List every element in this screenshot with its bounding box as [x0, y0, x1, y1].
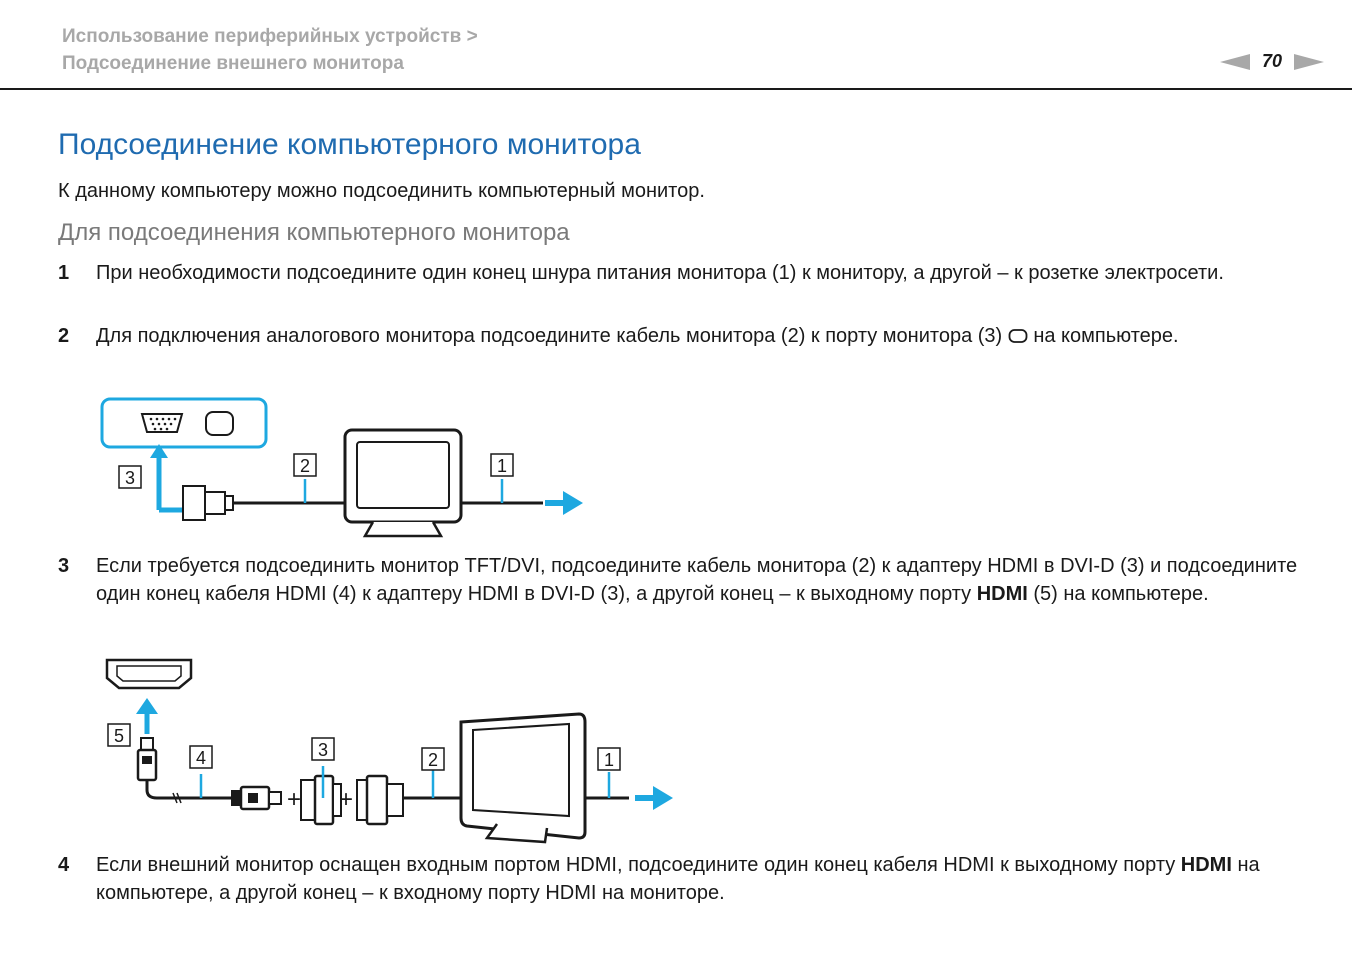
figure2-label-1: 1: [603, 750, 615, 770]
step-1: [58, 260, 1298, 288]
breadcrumb-current[interactable]: Подсоединение внешнего монитора: [62, 53, 404, 74]
intro-text: К данному компьютеру можно подсоединить компьютерный монитор.: [58, 180, 705, 202]
step-4: [58, 852, 1298, 907]
figure2-label-3: 3: [317, 740, 329, 760]
figure2-label-2: 2: [427, 750, 439, 770]
hdmi-dvi-adapter: [301, 780, 315, 820]
triangle-left-icon[interactable]: [1220, 54, 1250, 70]
hdmi-plug: [141, 738, 153, 750]
monitor-port-icon: [1008, 328, 1028, 344]
figure2-label-4: 4: [195, 748, 207, 768]
step-text: Для подключения аналогового монитора подсоедините кабель монитора (2) к порту монитора (3) на компьютере.: [96, 325, 1179, 347]
step-number: 3: [58, 555, 70, 577]
plus-sign: +: [287, 786, 302, 813]
breadcrumb-parent[interactable]: Использование периферийных устройств >: [62, 26, 478, 47]
flat-monitor-illustration: [461, 714, 585, 838]
page-number: 70: [1261, 51, 1282, 71]
figure-hdmi-dvi-connection: [95, 652, 685, 844]
page-title: Подсоединение компьютерного монитора: [58, 128, 641, 161]
monitor-port-icon: [206, 412, 233, 435]
port-panel: [102, 399, 266, 447]
hdmi-port-icon: [107, 660, 191, 688]
figure1-label-2: 2: [299, 456, 311, 476]
vga-plug: [183, 486, 205, 520]
figure1-label-3: 3: [124, 468, 136, 488]
step-number: 2: [58, 325, 70, 347]
section-subtitle: Для подсоединения компьютерного монитора: [58, 219, 570, 246]
figure1-label-1: 1: [496, 456, 508, 476]
figure-analog-monitor-connection: [95, 392, 595, 552]
header-rule: [0, 88, 1352, 90]
step-text: Если требуется подсоединить монитор TFT/DVI, подсоедините кабель монитора (2) к адаптеру HDMI в DVI-D (3) и подсоедините один конец кабеля HDMI (4) к адаптеру HDMI в DVI-D (3), а другой конец – к выходному порту HDMI (5) на компьютере.: [96, 555, 1298, 605]
step-text: Если внешний монитор оснащен входным портом HDMI, подсоедините один конец кабеля HDMI к выходному порту HDMI на компьютере, а другой конец – к входному порту HDMI на мониторе.: [96, 854, 1260, 904]
dvi-plug: [357, 780, 367, 820]
step-number: 1: [58, 262, 70, 284]
step-number: 4: [58, 854, 70, 876]
triangle-right-icon[interactable]: [1294, 54, 1324, 70]
step-2: [58, 323, 1298, 351]
plus-sign: +: [339, 786, 354, 813]
pager: [1220, 51, 1324, 72]
step-text: При необходимости подсоедините один конец шнура питания монитора (1) к монитору, а другой – к розетке электросети.: [96, 262, 1224, 284]
step-3: [58, 553, 1298, 608]
figure2-label-5: 5: [113, 726, 125, 746]
